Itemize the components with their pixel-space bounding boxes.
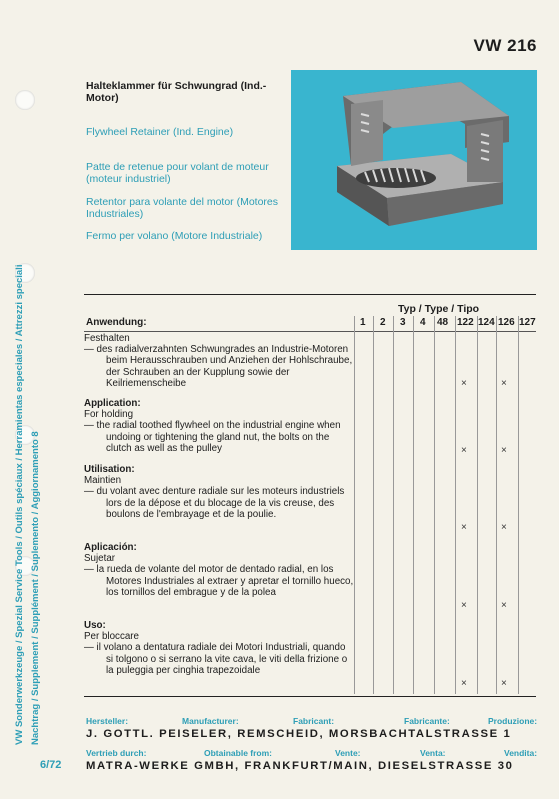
type-col-124: 124	[478, 317, 495, 328]
section-verb: Maintien	[84, 475, 122, 487]
column-divider	[434, 316, 435, 694]
type-col-127: 127	[519, 317, 536, 328]
section-body: — il volano a dentatura radiale dei Motori Industriali, quando si tolgono o si serrano la vite cava, le viti della frizione o la puleggia per cinghia trapezoidale	[84, 642, 348, 676]
type-col-122: 122	[457, 317, 474, 328]
type-mark: ×	[501, 600, 507, 611]
column-divider	[373, 316, 374, 694]
revision-date: 6/72	[40, 759, 62, 771]
distributor-value: MATRA-WERKE GMBH, FRANKFURT/MAIN, DIESELSTRASSE 30	[86, 760, 514, 772]
section-heading: Uso:	[84, 620, 106, 631]
title-french: Patte de retenue pour volant de moteur (moteur industriel)	[86, 161, 269, 185]
type-mark: ×	[501, 445, 507, 456]
manufacturer-label-fr: Fabricant:	[293, 716, 335, 726]
column-divider	[496, 316, 497, 694]
section-verb: For holding	[84, 409, 134, 421]
type-col-126: 126	[498, 317, 515, 328]
anwendung-label: Anwendung:	[86, 317, 147, 328]
type-mark: ×	[461, 445, 467, 456]
manufacturer-label-en: Manufacturer:	[182, 716, 239, 726]
distributor-label-fr: Vente:	[335, 748, 361, 758]
column-divider	[477, 316, 478, 694]
type-mark: ×	[501, 378, 507, 389]
manufacturer-label-it: Produzione:	[488, 716, 538, 726]
type-header: Typ / Type / Tipo	[398, 303, 480, 315]
manufacturer-label-es: Fabricante:	[404, 716, 450, 726]
manufacturer-label-de: Hersteller:	[86, 716, 129, 726]
section-english	[84, 398, 354, 454]
section-verb: Sujetar	[84, 553, 116, 565]
top-rule	[84, 294, 536, 295]
header-rule	[84, 331, 536, 332]
title-italian: Fermo per volano (Motore Industriale)	[86, 230, 263, 242]
manufacturer-value: J. GOTTL. PEISELER, REMSCHEID, MORSBACHTALSTRASSE 1	[86, 728, 512, 740]
type-col-2: 2	[380, 317, 386, 328]
section-german	[84, 333, 354, 389]
distributor-label-es: Venta:	[420, 748, 446, 758]
column-divider	[455, 316, 456, 694]
distributor-label-de: Vertrieb durch:	[86, 748, 147, 758]
section-body: — la rueda de volante del motor de dentado radial, en los Motores Industriales al extraer y apretar el tornillo hueco, los tornillos del embrague y de la polea	[84, 564, 354, 598]
type-mark: ×	[461, 678, 467, 689]
section-verb: Per bloccare	[84, 631, 139, 643]
section-italian	[84, 620, 354, 676]
section-heading: Application:	[84, 398, 141, 409]
column-divider	[393, 316, 394, 694]
section-body: — des radialverzahnten Schwungrades an Industrie-Motoren beim Herausschrauben und Anziehen der Hohlschraube, der Schrauben an der Kupplung sowie der Keilriemenscheibe	[84, 344, 353, 389]
section-body: — the radial toothed flywheel on the industrial engine when undoing or tightening the gland nut, the bolts on the clutch as well as the pulley	[84, 420, 341, 454]
type-col-3: 3	[400, 317, 406, 328]
type-mark: ×	[501, 678, 507, 689]
section-heading: Aplicación:	[84, 542, 137, 553]
distributor-label-en: Obtainable from:	[204, 748, 273, 758]
title-spanish: Retentor para volante del motor (Motores Industriales)	[86, 196, 279, 220]
column-divider	[413, 316, 414, 694]
title-german: Halteklammer für Schwungrad (Ind.-Motor)	[86, 80, 267, 104]
type-mark: ×	[461, 522, 467, 533]
type-mark: ×	[461, 600, 467, 611]
section-spanish	[84, 542, 354, 598]
product-photo	[291, 70, 537, 250]
column-divider	[518, 316, 519, 694]
type-mark: ×	[461, 378, 467, 389]
distributor-label-it: Vendita:	[504, 748, 538, 758]
type-col-1: 1	[360, 317, 366, 328]
section-body: — du volant avec denture radiale sur les moteurs industriels lors de la dépose et du blocage de la vis creuse, des boulons de l'embrayage et de la poulie.	[84, 486, 345, 520]
flywheel-retainer-illustration	[291, 70, 537, 250]
section-heading: Utilisation:	[84, 464, 135, 475]
side-text-tools: VW Sonderwerkzeuge / Spezial Service Tools / Outils spéciaux / Herramientas especiales / Attrezzi speciali	[14, 264, 25, 745]
side-text-supplement: Nachtrag / Supplement / Supplément / Suplemento / Aggiornamento 8	[30, 431, 41, 745]
bottom-rule	[84, 696, 536, 697]
section-verb: Festhalten	[84, 333, 130, 344]
title-english: Flywheel Retainer (Ind. Engine)	[86, 126, 234, 138]
document-id: VW 216	[473, 36, 537, 55]
column-divider	[354, 316, 355, 694]
type-col-48: 48	[437, 317, 449, 328]
type-mark: ×	[501, 522, 507, 533]
type-col-4: 4	[420, 317, 426, 328]
section-french	[84, 464, 354, 520]
